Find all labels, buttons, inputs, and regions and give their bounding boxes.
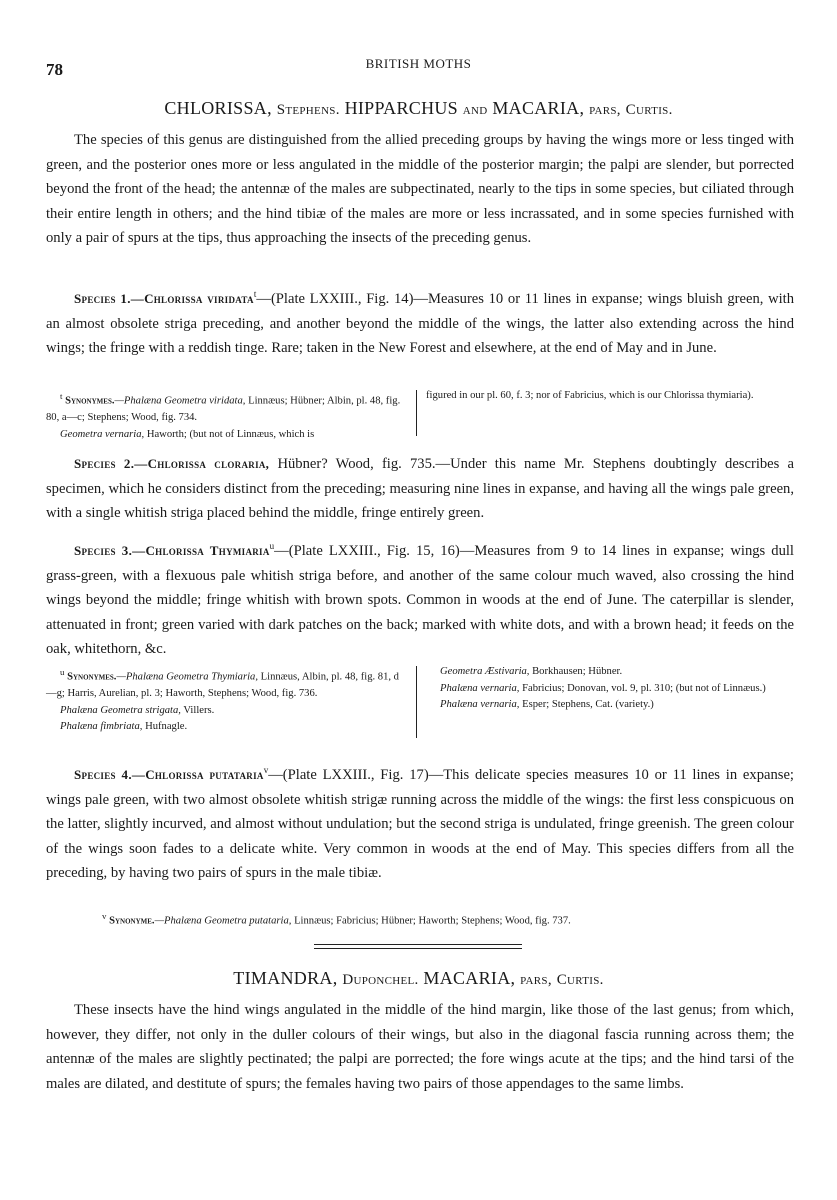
species-1-text: —(Plate LXXIII., Fig. 14)—Measures 10 or 11 lines in expanse; wings bluish green, with an almost obsolete striga preceding, and another beyond the middle of the wings, the latter also extending across the hind wings; the fringe with a reddish tinge. Rare; taken in the New Forest and elsewhere, at the end of May and in June. bbox=[46, 291, 795, 356]
running-head: BRITISH MOTHS bbox=[365, 56, 472, 71]
genus-name: TIMANDRA, bbox=[233, 968, 338, 988]
page-number: 78 bbox=[46, 60, 63, 79]
footnote-line-1: Linnæus; Hübner; Albin, pl. 48, fig. 80, a—c; Stephens; Wood, fig. 734. bbox=[46, 395, 401, 424]
footnote-marker-t: t bbox=[60, 391, 63, 401]
species-3-footnote-right bbox=[426, 664, 794, 714]
species-1-footnote-right: figured in our pl. 60, f. 3; nor of Fabricius, which is our Chlorissa thymiaria). bbox=[426, 390, 754, 401]
genus-name-3: MACARIA, bbox=[492, 98, 585, 118]
genus-name-2: HIPPARCHUS bbox=[344, 98, 458, 118]
species-4-footnote bbox=[46, 908, 794, 930]
chlorissa-heading bbox=[0, 98, 837, 119]
timandra-intro: These insects have the hind wings angulated in the middle of the hind margin, like those of the last genus; from which, however, they differ, not only in the duller colours of their wings, but also in the diagonal fascia running across them; the antennæ of the males are slightly pectinated; the palpi are porrected; the fore wings acute at the tips; and the hind tarsi of the males are dilated, and destitute of spurs; the females having two pairs of those appendages to the same limbs. bbox=[46, 1002, 794, 1092]
footnote-species: —Phalæna Geometra viridata, bbox=[114, 395, 246, 407]
section-divider-top bbox=[314, 944, 522, 945]
footnote-marker-u: u bbox=[60, 667, 65, 677]
footnote-synonym-r2: Phalæna vernaria, bbox=[440, 682, 520, 694]
timandra-heading bbox=[0, 968, 837, 989]
genus-author-2: Curtis. bbox=[556, 972, 604, 988]
footnote-line-1: Linnæus, Albin, pl. 48, fig. 81, d—g; Harris, Aurelian, pl. 3; Haworth, Stephens; Wood, fig. 736. bbox=[46, 671, 399, 700]
footnote-line-3: Hufnagle. bbox=[145, 721, 188, 733]
genus-author: Duponchel. bbox=[342, 972, 419, 988]
chlorissa-intro: The species of this genus are distinguished from the allied preceding groups by having the wings more or less tinged with green, and the posterior ones more or less angulated in the middle of the posterior margin; the palpi are slender, but porrected beyond the front of the head; the antennæ of the males are subpectinated, nearly to the tips in some species, but ciliated through their entire length in others; and the hind tibiæ of the males are more or less incrassated, and in some species furnished with only a pair of spurs at the tips, thus approaching the insects of the preceding genus. bbox=[46, 132, 794, 246]
heading-pars: pars, bbox=[589, 102, 621, 118]
footnote-divider bbox=[416, 390, 417, 436]
species-4-text: —(Plate LXXIII., Fig. 17)—This delicate species measures 10 or 11 lines in expanse; wings pale green, with two almost obsolete whitish strigæ running across the middle of the wings: the first less conspicuous on the latter, slightly incurved, and almost without undulation; but the second striga is undulated, fringe greenish. The green colour of the wings soon fades to a delicate white. Very common in woods at the end of May. This species differs from all the preceding, by having two pairs of spurs in the male tibiæ. bbox=[46, 767, 794, 881]
species-3-paragraph bbox=[46, 539, 794, 662]
species-2-text: Hübner? Wood, fig. 735.—Under this name Mr. Stephens doubtingly describes a specimen, which he considers distinct from the preceding; measuring nine lines in expanse, and having all the wings pale green, with a single whitish striga placed behind the middle, fringe entirely green. bbox=[46, 456, 794, 521]
footnote-line-r1: Borkhausen; Hübner. bbox=[532, 666, 623, 677]
footnote-ref-v: v bbox=[263, 765, 269, 776]
genus-name: CHLORISSA, bbox=[164, 98, 272, 118]
heading-pars: pars, bbox=[520, 972, 552, 988]
species-2-paragraph bbox=[46, 452, 794, 526]
heading-conjunction: and bbox=[462, 102, 488, 118]
species-3-footnote-left bbox=[46, 664, 408, 736]
footnote-line-2: Haworth; (but not of Linnæus, which is bbox=[146, 428, 315, 440]
footnote-line-1: Linnæus; Fabricius; Hübner; Haworth; Stephens; Wood, fig. 737. bbox=[294, 915, 571, 927]
species-3-label: Species 3.—Chlorissa Thymiaria bbox=[74, 543, 270, 558]
footnote-line-r3: Esper; Stephens, Cat. (variety.) bbox=[522, 699, 654, 710]
footnote-species: —Phalæna Geometra Thymiaria, bbox=[116, 671, 258, 683]
footnote-line-2: Villers. bbox=[183, 704, 215, 716]
footnote-synonym-3: Phalæna fimbriata, bbox=[60, 721, 143, 733]
genus-author-2: Curtis. bbox=[625, 102, 673, 118]
footnote-ref-t: t bbox=[253, 289, 257, 300]
footnote-synonym-r3: Phalæna vernaria, bbox=[440, 699, 520, 710]
footnote-label: Synonymes. bbox=[65, 395, 115, 407]
species-3-text: —(Plate LXXIII., Fig. 15, 16)—Measures from 9 to 14 lines in expanse; wings dull grass-green, with a flexuous pale whitish striga before, and another of the same colour much waved, also crossing the hind wings beyond the middle; fringe whitish with brown spots. Common in woods at the end of June. The caterpillar is slender, attenuated in front; green varied with dark patches on the back; marked with white dots, and with a brown head; it feeds on the oak, whitethorn, &c. bbox=[46, 543, 794, 657]
footnote-species: —Phalæna Geometra putataria, bbox=[154, 915, 292, 927]
footnote-synonym-2: Phalæna Geometra strigata, bbox=[60, 704, 181, 716]
genus-author: Stephens. bbox=[276, 102, 340, 118]
footnote-synonym-r1: Geometra Æstivaria, bbox=[440, 666, 530, 677]
species-2-label: Species 2.—Chlorissa cloraria, bbox=[74, 456, 270, 471]
footnote-marker-v: v bbox=[102, 911, 107, 921]
species-1-label: Species 1.—Chlorissa viridata bbox=[74, 291, 254, 306]
footnote-divider bbox=[416, 666, 417, 738]
footnote-line-r2: Fabricius; Donovan, vol. 9, pl. 310; (but not of Linnæus.) bbox=[522, 682, 766, 694]
footnote-synonym-2: Geometra vernaria, bbox=[60, 428, 145, 440]
species-1-footnote-left bbox=[46, 388, 408, 443]
section-divider-bottom bbox=[314, 948, 522, 949]
footnote-label: Synonymes. bbox=[67, 671, 117, 683]
species-4-paragraph bbox=[46, 763, 794, 886]
genus-name-2: MACARIA, bbox=[423, 968, 516, 988]
footnote-label: Synonyme. bbox=[109, 915, 155, 927]
footnote-ref-u: u bbox=[269, 541, 275, 552]
species-4-label: Species 4.—Chlorissa putataria bbox=[74, 767, 264, 782]
species-1-paragraph bbox=[46, 287, 794, 361]
